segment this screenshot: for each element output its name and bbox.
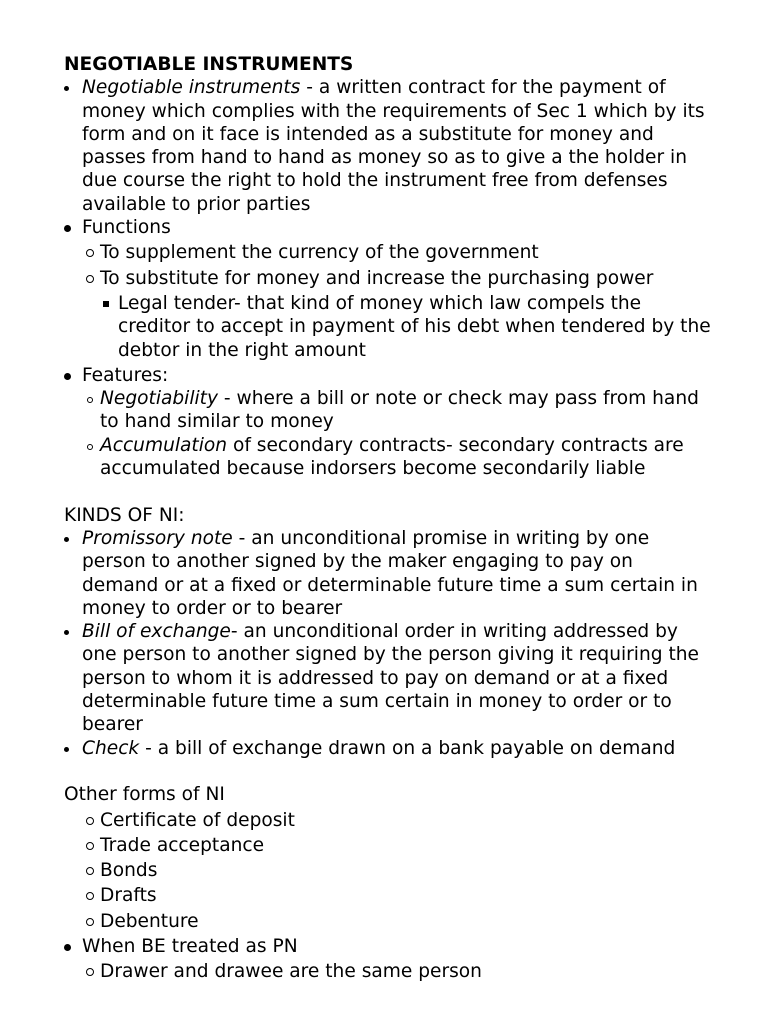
other-form-text: Bonds [100,860,158,882]
feature-item-accumulation [86,434,714,481]
definition-accumulation: of secondary contracts- secondary contracts are accumulated because indorsers become secondarily liable [100,434,684,480]
other-forms-heading: Other forms of NI [64,784,225,806]
kinds-list [64,527,714,760]
term-accumulation: Accumulation [100,434,228,456]
kind-item-promissory-note [64,527,714,620]
document-title: NEGOTIABLE INSTRUMENTS [64,54,354,75]
function-sub-list [103,292,714,362]
feature-item-negotiability [86,387,714,434]
list-item-negotiable-instruments [64,76,714,216]
list-item-features [64,364,714,480]
definition-promissory-note: - an unconditional promise in writing by one person to another signed by the maker engaging to pay on demand or at a fixed or determinable future time a sum certain in money to order or to bearer [82,527,698,619]
features-label: Features: [82,364,169,386]
other-form-text: Debenture [100,910,199,932]
term-check: Check [82,737,140,759]
other-forms-list [86,809,714,933]
features-list [86,387,714,480]
other-forms-wrapper [64,809,714,984]
intro-list [64,76,714,480]
blank-line [64,480,714,503]
be-as-pn-item-text: Drawer and drawee are the same person [100,961,482,983]
other-form-item [86,884,714,907]
term-negotiable-instruments: Negotiable instruments [82,77,301,99]
other-form-item [86,809,714,832]
functions-label: Functions [82,217,171,239]
function-item-1-text: To supplement the currency of the government [100,242,539,264]
kinds-heading: KINDS OF NI: [64,504,185,526]
term-negotiability: Negotiability [100,388,218,410]
be-as-pn-list [86,960,714,983]
definition-check: - a bill of exchange drawn on a bank payable on demand [139,737,676,759]
function-item-2-text: To substitute for money and increase the purchasing power [100,267,654,289]
function-item-2 [86,267,714,362]
list-item-be-as-pn [64,935,714,984]
function-item-1 [86,241,714,264]
term-promissory-note: Promissory note [82,527,233,549]
be-as-pn-item [86,960,714,983]
definition-bill-of-exchange: - an unconditional order in writing addressed by one person to another signed by the person giving it requiring the person to whom it is addressed to pay on demand or at a fixed determinable future time a sum certain in money to order or to bearer [82,621,699,736]
other-forms-container [64,809,714,933]
kind-item-bill-of-exchange [64,620,714,736]
functions-list [86,241,714,361]
legal-tender-item [103,292,714,362]
kind-item-check [64,737,714,760]
term-bill-of-exchange: Bill of exchange [82,621,231,643]
list-item-functions [64,216,714,362]
other-form-text: Certificate of deposit [100,809,295,831]
legal-tender-text: Legal tender- that kind of money which law compels the creditor to accept in payment of his debt when tendered by the debtor in the right amount [118,292,711,361]
definition-negotiable-instruments: - a written contract for the payment of money which complies with the requirements of Sec 1 which by its form and on it face is intended as a substitute for money and passes from hand to hand as money so as to give a the holder in due course the right to hold the instrument free from defenses available to prior parties [82,77,705,215]
other-form-text: Trade acceptance [100,834,265,856]
blank-line [64,760,714,783]
definition-negotiability: - where a bill or note or check may pass from hand to hand similar to money [100,388,699,433]
document-page [64,53,714,984]
other-form-item [86,910,714,933]
other-form-item [86,834,714,857]
be-as-pn-label: When BE treated as PN [82,935,298,957]
other-form-text: Drafts [100,885,157,907]
other-form-item [86,859,714,882]
